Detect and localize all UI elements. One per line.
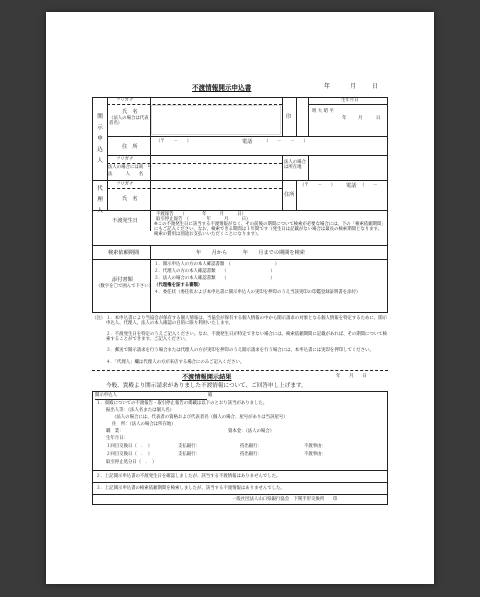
note-1: １．本申込書により当協会が保有する個人情報は、当協会が保有する個人情報の中から開示請求の対象となる個人情報を特定するために、開示申込人、代理人、法人の本人確認の目的に限り利用いたします。 [106,316,388,327]
result-row1-label: １回目交換日（ ． ） [106,444,153,449]
note-3: ３．郵送で開示請求を行う場合または代理人の方が実印を押印のうえ開示請求を行う場合には、本申込書には実印を押印してください。 [106,348,374,353]
result-item1: １．貴殿についての不渡報告・取引停止報告の掲載は以下のとおり該当がありました。 [96,401,268,406]
form-page [46,12,434,584]
result-date: 年 月 日 [336,374,367,379]
note-2: ２．不渡発生日を特定のうえご記入ください。なお、不渡発生日が特定できない場合には、検索依頼期間に記載があれば、その期間について検索することができます。ご記入ください。 [106,332,387,343]
applicant-seal: 印 [286,114,292,120]
agent-phone-label: 電話 [346,183,357,189]
applicant-name-note: （法人の場合は代表者名） [109,116,149,127]
agent-postal[interactable]: （〒 － ） [300,183,336,188]
applicant-birth-eras: 明 大 昭 平 [312,109,334,114]
documents-label: 添付書類 [112,277,133,283]
incident-label: 不渡発生日 [112,218,138,224]
result-issuer-label: 振出人等：（法人名または個人名） [106,408,175,413]
result-recipient-suffix: 殿 [208,393,213,398]
document-item-1[interactable]: １．開示申込人の方の本人確認書類 （ ） [154,262,280,267]
form-date-day: 日 [372,83,379,90]
corp-address-label: 法人の場合は所在地 [284,160,306,171]
applicant-name-label: 氏 名 [122,109,138,115]
result-footer: 一般社団法人山口県銀行協会 下関手形交換所 印 [232,497,338,502]
documents-sublabel: （数字を〇で囲んで下さい） [96,284,154,289]
applicant-birth-month: 月 [358,116,363,121]
result-item2b: ３．上記開示申込書の検索依頼期間を検索しましたが、該当する不渡情報はありませんでした。 [96,486,285,491]
notes-label: （注） [92,316,106,321]
applicant-birth-label: 生年月日 [341,98,359,103]
applicant-name-input[interactable] [151,105,281,135]
note-4: ４．「代理人」欄は代理人の方が来店する場合にのみご記入ください。 [106,360,245,365]
document-item-4[interactable]: ４．委任状（委任状および本申込書に開示申込人の実印を押印のうえ当該実印の印鑑登録証明書を添付） [154,290,361,295]
result-recipient-label: 開示申込人 [95,393,117,398]
result-intro: 今般、貴殿より開示請求がありました不渡情報について、ご回答申し上げます。 [106,383,307,389]
applicant-furigana-label: フリガナ [116,98,134,103]
incident-line2[interactable]: 取引停止報告 （ 年 月 日） [156,217,251,222]
applicant-birth-day: 日 [376,116,381,121]
result-item2a: ２．上記開示申込書の不渡発生日を確認しましたが、該当する不渡情報はありませんでした。 [96,474,281,479]
result-title: 不渡情報開示結果 [182,374,232,381]
search-period-label: 検索依頼期間 [108,250,140,256]
result-issuer-note: （法人の場合には、代表者の資格および代表者名（個人の場合、屋号がありは当該屋号） [112,415,288,420]
corp-name-label: 法人の場合には商 号 [108,165,152,170]
result-row1-reason: 不渡事由： [304,444,326,449]
result-row2-reason: 不渡事由： [304,452,326,457]
agent-phone-value[interactable]: （ － ） [360,183,391,188]
applicant-postal[interactable]: （〒 － ） [156,139,192,144]
result-birth-line: 生年月日： [106,436,128,441]
corp-label: 法 人 名 [108,172,144,177]
form-date-month: 月 [350,83,357,90]
search-period-value[interactable]: 年 月から 年 月までの期間を検索 [196,250,305,256]
document-item-2[interactable]: ２．代理人の方の本人確認書類 （ ） [154,269,275,274]
document-item-proxy-header: （代理権を証する書類） [154,283,203,288]
result-capital: 資本金：（法人の場合） [228,429,275,434]
applicant-address-label: 住 所 [122,144,138,150]
result-row1-bank: 支払銀行： [178,444,200,449]
agent-address-label: 住所 [284,192,295,198]
form-date-year: 年 [324,83,331,90]
applicant-phone-label: 電話 [242,139,253,145]
agent-furigana-label: フリガナ [116,182,134,187]
result-row2-label: ２回目交換日（ ． ） [106,452,153,457]
agent-name-label: 氏 名 [122,196,138,202]
result-row2-holder: 持出銀行： [240,452,262,457]
document-item-3[interactable]: ３．法人の場合の本人確認書類 （ ） [154,276,275,281]
result-row1-holder: 持出銀行： [240,444,262,449]
corp-furigana-label: フリガナ [116,157,134,162]
applicant-section-label: 開示申込人 [97,114,103,164]
result-address-line: 住 所：（法人の場合は所在地） [112,422,176,427]
result-suspension-line: 取引停止処分日（ ． ） [106,460,157,465]
result-occupation: 職 業： [106,429,124,434]
applicant-phone-value[interactable]: （ － － ） [264,139,308,144]
applicant-birth-year: 年 [342,116,347,121]
form-title: 不渡情報開示申込書 [192,84,252,92]
incident-line1[interactable]: 不渡報告 （ 年 月 日） [156,212,247,217]
result-row2-bank: 支払銀行： [178,452,200,457]
agent-section-label: 代理人 [97,186,103,214]
incident-note: ※この不渡発生日に該当する不渡情報がなく、その前後の期間について検索が必要な場合には、下の「検索依頼期間」にもご記入ください。なお、検索できる期間は１年間です（発生日は記載がない場合は最長の検索期間となります。検索の費用は別途お支払いいただくことになります）。 [154,222,386,238]
